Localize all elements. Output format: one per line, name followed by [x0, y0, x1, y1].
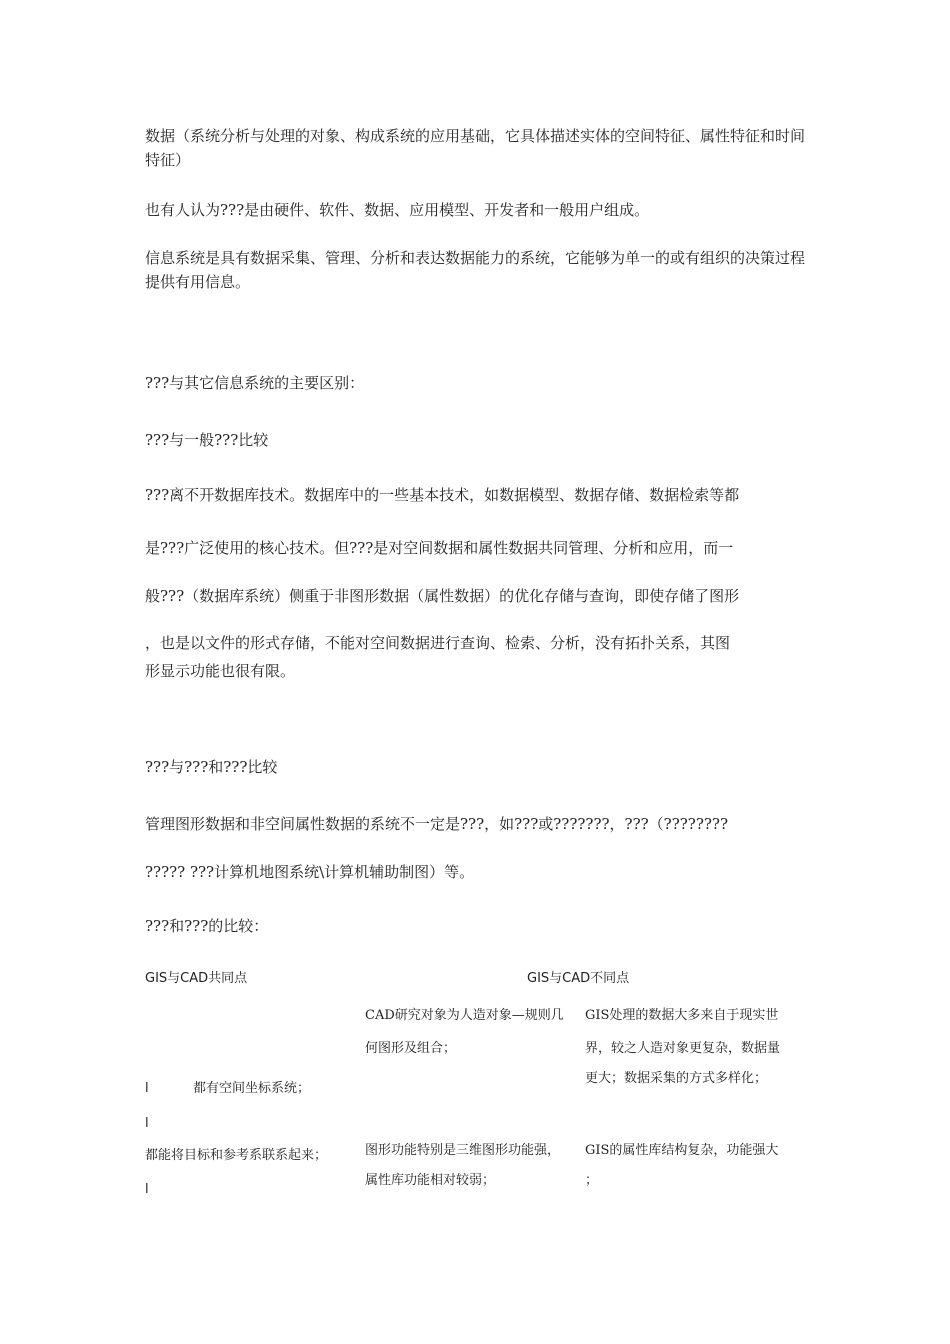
paragraph-gis-components: 也有人认为???是由硬件、软件、数据、应用模型、开发者和一般用户组成。 [145, 201, 650, 219]
paragraph-dbms-line-4: ，也是以文件的形式存储，不能对空间数据进行查询、检索、分析，没有拓扑关系，其图 [145, 634, 731, 652]
gis-diff-2-line-2: ； [585, 1173, 599, 1188]
subheading-gis-vs-dbms: ???与一般???比较 [145, 431, 269, 449]
gis-diff-1-line-3: 更大；数据采集的方式多样化； [585, 1071, 768, 1086]
cad-diff-1-line-2: 何图形及组合； [365, 1041, 457, 1056]
paragraph-cad-line-2: ????? ???计算机地图系统\计算机辅助制图）等。 [145, 863, 475, 881]
paragraph-data-definition: 数据（系统分析与处理的对象、构成系统的应用基础，它具体描述实体的空间特征、属性特征和时间特征） [145, 127, 806, 169]
table-header-common: GIS与CAD共同点 [145, 971, 248, 986]
paragraph-dbms-line-2: 是???广泛使用的核心技术。但???是对空间数据和属性数据共同管理、分析和应用，而一 [145, 539, 734, 557]
paragraph-dbms-line-3: 般???（数据库系统）侧重于非图形数据（属性数据）的优化存储与查询，即使存储了图形 [145, 587, 740, 605]
cad-diff-1-line-1: CAD研究对象为人造对象—规则几 [365, 1008, 564, 1023]
subheading-gis-vs-cad: ???与???和???比较 [145, 758, 278, 776]
paragraph-information-system: 信息系统是具有数据采集、管理、分析和表达数据能力的系统，它能够为单一的或有组织的决策过程提供有用信息。 [145, 249, 806, 291]
cad-diff-2-line-1: 图形功能特别是三维图形功能强， [365, 1143, 561, 1158]
common-item-coordinate-system: 都有空间坐标系统； [193, 1081, 311, 1096]
gis-diff-2-line-1: GIS的属性库结构复杂，功能强大 [585, 1143, 779, 1158]
cad-diff-2-line-2: 属性库功能相对较弱； [365, 1173, 496, 1188]
bullet-marker: l [145, 1182, 149, 1197]
common-item-link-target-reference: 都能将目标和参考系联系起来； [145, 1148, 328, 1163]
comparison-heading: ???和???的比较： [145, 917, 269, 935]
table-header-diff: GIS与CAD不同点 [527, 971, 630, 986]
section-heading-differences: ???与其它信息系统的主要区别： [145, 374, 365, 392]
gis-diff-1-line-2: 界，较之人造对象更复杂，数据量 [585, 1041, 781, 1056]
paragraph-dbms-line-5: 形显示功能也很有限。 [145, 662, 296, 680]
bullet-marker: l [145, 1081, 149, 1096]
paragraph-dbms-line-1: ???离不开数据库技术。数据库中的一些基本技术，如数据模型、数据存储、数据检索等都 [145, 486, 740, 504]
gis-diff-1-line-1: GIS处理的数据大多来自于现实世 [585, 1008, 779, 1023]
paragraph-cad-line-1: 管理图形数据和非空间属性数据的系统不一定是???，如???或???????，???（???????? [145, 815, 729, 833]
bullet-marker: l [145, 1116, 149, 1131]
